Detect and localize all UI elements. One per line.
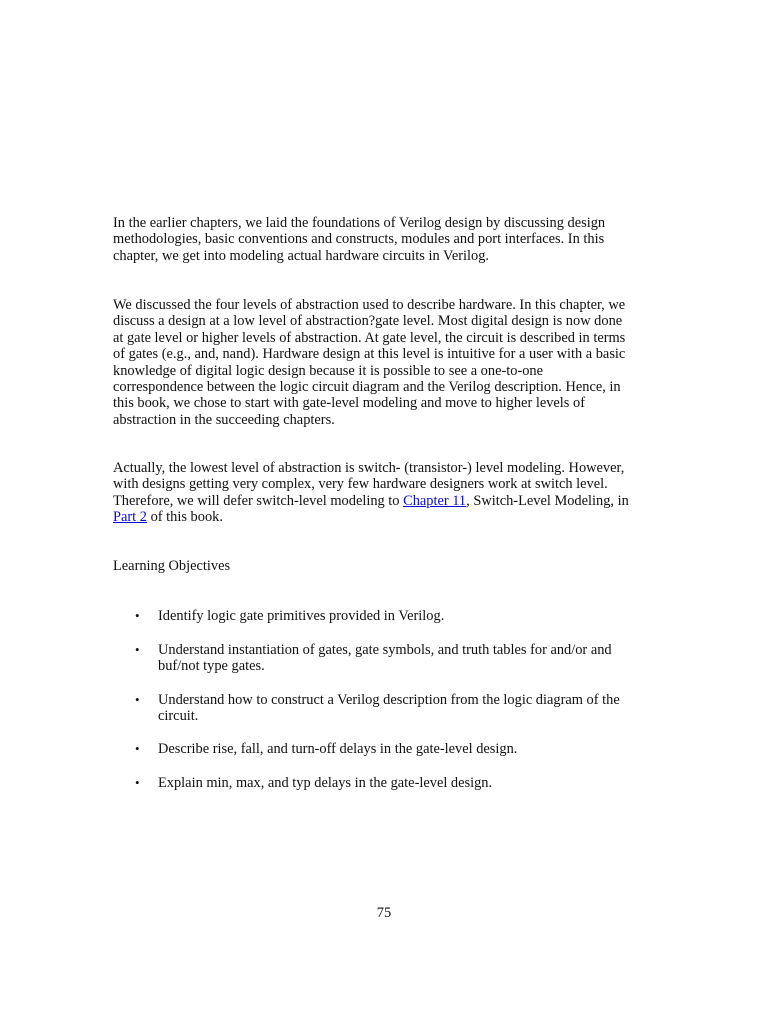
- bullet-icon: •: [135, 692, 140, 707]
- list-item-line: Explain min, max, and typ delays in the gate-level design.: [158, 775, 493, 791]
- intro-line: chapter, we get into modeling actual hardware circuits in Verilog.: [113, 247, 489, 264]
- list-item-text: [158, 775, 658, 791]
- list-item-line: Understand instantiation of gates, gate symbols, and truth tables for and/or and: [158, 642, 612, 658]
- list-item-line: circuit.: [158, 708, 199, 725]
- switch-level-line: [113, 509, 661, 525]
- abstraction-line: of gates (e.g., and, nand). Hardware design at this level is intuitive for a user with a basic: [113, 346, 626, 363]
- bullet-icon: •: [135, 741, 140, 756]
- list-item-line: Understand how to construct a Verilog description from the logic diagram of the: [158, 692, 620, 708]
- learning-objectives-heading: Learning Objectives: [113, 558, 231, 574]
- abstraction-paragraph: [113, 297, 661, 428]
- list-item-text: [158, 608, 658, 624]
- list-item-text: [158, 741, 658, 757]
- switch-level-text: Therefore, we will defer switch-level modeling to: [113, 492, 404, 509]
- chapter-11-link[interactable]: Chapter 11: [403, 492, 467, 509]
- switch-level-paragraph: [113, 460, 661, 526]
- abstraction-line: this book, we chose to start with gate-level modeling and move to higher levels of: [113, 395, 585, 412]
- abstraction-line: knowledge of digital logic design because it is possible to see a one-to-one: [113, 362, 544, 379]
- intro-paragraph: [113, 215, 661, 264]
- list-item-line: Identify logic gate primitives provided in Verilog.: [158, 608, 445, 624]
- switch-level-line: [113, 493, 661, 509]
- bullet-icon: •: [135, 608, 140, 623]
- list-item-text: [158, 642, 658, 675]
- bullet-icon: •: [135, 642, 140, 657]
- switch-level-line: with designs getting very complex, very few hardware designers work at switch level.: [113, 476, 608, 493]
- switch-level-line: Actually, the lowest level of abstraction is switch- (transistor-) level modeling. However,: [113, 460, 625, 476]
- abstraction-line: discuss a design at a low level of abstraction?gate level. Most digital design is now done: [113, 313, 623, 330]
- list-item-line: buf/not type gates.: [158, 658, 265, 675]
- abstraction-line: abstraction in the succeeding chapters.: [113, 411, 335, 428]
- list-item-text: [158, 692, 658, 725]
- switch-level-text: , Switch-Level Modeling, in: [466, 492, 629, 509]
- abstraction-line: We discussed the four levels of abstraction used to describe hardware. In this chapter, we: [113, 297, 626, 313]
- part-2-link[interactable]: Part 2: [113, 509, 147, 526]
- intro-line: methodologies, basic conventions and constructs, modules and port interfaces. In this: [113, 231, 605, 248]
- page-number: 75: [376, 905, 392, 921]
- intro-line: In the earlier chapters, we laid the foundations of Verilog design by discussing design: [113, 215, 606, 231]
- abstraction-line: at gate level or higher levels of abstraction. At gate level, the circuit is described in terms: [113, 329, 626, 346]
- switch-level-text: of this book.: [146, 509, 223, 526]
- list-item-line: Describe rise, fall, and turn-off delays in the gate-level design.: [158, 741, 518, 757]
- bullet-icon: •: [135, 775, 140, 790]
- abstraction-line: correspondence between the logic circuit diagram and the Verilog description. Hence, in: [113, 379, 621, 396]
